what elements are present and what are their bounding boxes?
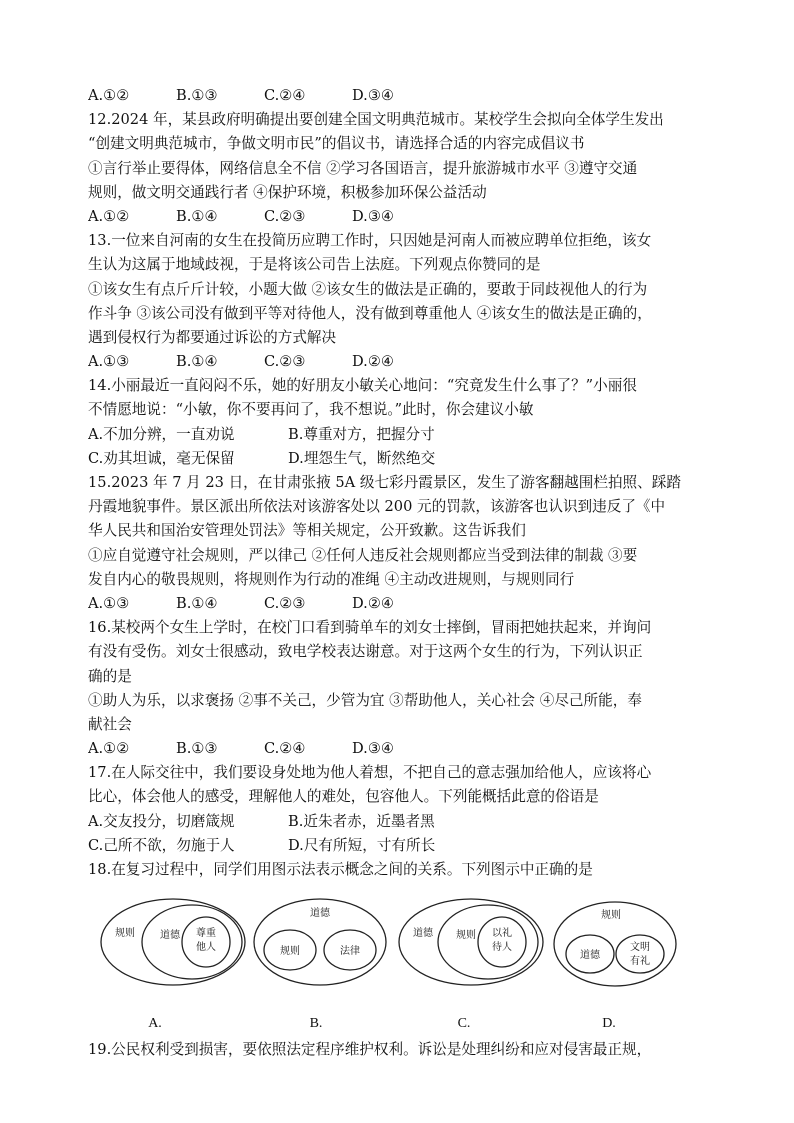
question-text-line: 12.2024 年，某县政府明确提出要创建全国文明典范城市。某校学生会拟向全体学生发出 — [88, 111, 664, 129]
question-text-line: 13.一位来自河南的女生在投简历应聘工作时，只因她是河南人而被应聘单位拒绝，该女 — [88, 232, 652, 250]
question-text-line: 14.小丽最近一直闷闷不乐，她的好朋友小敏关心地问：“究竟发生什么事了？”小丽很 — [88, 377, 637, 395]
question-text-line: 15.2023 年 7 月 23 日，在甘肃张掖 5A 级七彩丹霞景区，发生了游客翻越围栏拍照、踩踏 — [88, 474, 681, 491]
outer-circle — [399, 899, 543, 985]
option-a: A.①② — [88, 740, 130, 758]
option-d: D.③④ — [352, 207, 394, 225]
outer-label: 规则 — [115, 928, 135, 940]
question-18 — [88, 858, 710, 1038]
concept-diagrams — [88, 888, 710, 1038]
diagram-letter: C. — [457, 1016, 471, 1032]
option-d: D.埋怨生气，断然绝交 — [288, 449, 436, 467]
middle-label: 道德 — [160, 930, 180, 942]
question-19 — [88, 1038, 710, 1062]
option-c: C.己所不欲，勿施于人 — [88, 836, 235, 854]
outer-label: 道德 — [310, 908, 330, 920]
venn-diagrams-svg — [88, 888, 710, 1038]
question-17 — [88, 761, 710, 858]
q16-options — [88, 737, 710, 761]
question-text-line: ①助人为乐，以求褒扬 ②事不关己，少管为宜 ③帮助他人，关心社会 ④尽己所能，奉 — [88, 691, 642, 709]
question-14 — [88, 374, 710, 471]
q13-options — [88, 350, 710, 374]
option-d: D.③④ — [352, 740, 394, 758]
option-c: C.②④ — [264, 740, 306, 758]
question-text-line: 17.在人际交往中，我们要设身处地为他人着想，不把自己的意志强加给他人，应该将心 — [88, 764, 652, 782]
diagram-letter: D. — [602, 1016, 616, 1032]
q14-options-row — [88, 423, 710, 447]
inner-label-line2: 待人 — [492, 942, 512, 954]
option-c: C.②③ — [264, 207, 306, 225]
question-text-line: 发自内心的敬畏规则，将规则作为行动的准绳 ④主动改进规则，与规则同行 — [88, 570, 575, 588]
question-text-line: ①应自觉遵守社会规则，严以律己 ②任何人违反社会规则都应当受到法律的制裁 ③要 — [88, 546, 638, 564]
inner-label-line1: 以礼 — [492, 928, 512, 940]
option-c: C.②④ — [264, 87, 306, 104]
option-c: C.②③ — [264, 594, 306, 612]
option-a: A.不加分辨，一直劝说 — [88, 425, 235, 443]
option-a: A.①② — [88, 207, 130, 225]
question-13 — [88, 229, 710, 374]
question-text-line: 华人民共和国治安管理处罚法》等相关规定，公开致歉。这告诉我们 — [88, 522, 526, 540]
question-text-line: 献社会 — [88, 715, 132, 733]
option-b: B.①③ — [176, 740, 218, 758]
q17-options-row — [88, 810, 710, 834]
middle-circle — [142, 905, 242, 979]
right-label: 法律 — [340, 946, 360, 958]
question-text-line: 作斗争 ③该公司没有做到平等对待他人，没有做到尊重他人 ④该女生的做法是正确的， — [88, 304, 652, 322]
q15-options — [88, 592, 710, 616]
exam-page — [88, 84, 710, 1062]
diagram-letter: A. — [148, 1016, 162, 1032]
option-b: B.①④ — [176, 594, 218, 612]
option-d: D.尺有所短，寸有所长 — [288, 836, 436, 854]
option-b: B.尊重对方，把握分寸 — [288, 425, 435, 443]
question-text-line: 有没有受伤。刘女士很感动，致电学校表达谢意。对于这两个女生的行为，下列认识正 — [88, 643, 643, 661]
diagram-b — [254, 899, 386, 1031]
q12-options — [88, 205, 710, 229]
question-text-line: 16.某校两个女生上学时，在校门口看到骑单车的刘女士摔倒，冒雨把她扶起来，并询问 — [88, 619, 652, 637]
option-b: B.近朱者赤，近墨者黑 — [288, 812, 435, 830]
diagram-c — [399, 899, 543, 1031]
inner-label-line1: 尊重 — [196, 928, 216, 940]
question-text-line: ①该女生有点斤斤计较，小题大做 ②该女生的做法是正确的，要敢于同歧视他人的行为 — [88, 280, 648, 298]
option-a: A.①③ — [88, 594, 130, 612]
inner-label-line2: 他人 — [196, 942, 216, 954]
question-text-line: 确的是 — [88, 667, 132, 685]
diagram-letter: B. — [309, 1016, 323, 1032]
option-a: A.①③ — [88, 353, 130, 371]
question-15 — [88, 471, 710, 616]
middle-label: 规则 — [456, 930, 476, 942]
question-text-line: 不情愿地说：“小敏，你不要再问了，我不想说。”此时，你会建议小敏 — [88, 401, 534, 419]
question-text-line: 遇到侵权行为都要通过诉讼的方式解决 — [88, 328, 337, 346]
left-label: 规则 — [280, 946, 300, 958]
diagram-d — [554, 902, 676, 1031]
q11-options — [88, 84, 710, 108]
option-d: D.③④ — [352, 87, 394, 104]
diagram-a — [101, 899, 245, 1031]
question-text-line: “创建文明典范城市，争做文明市民”的倡议书，请选择合适的内容完成倡议书 — [88, 135, 585, 153]
question-text-line: 比心，体会他人的感受，理解他人的难处，包容他人。下列能概括此意的俗语是 — [88, 788, 599, 806]
question-text-line: ①言行举止要得体，网络信息全不信 ②学习各国语言，提升旅游城市水平 ③遵守交通 — [88, 159, 638, 177]
question-text-line: 生认为这属于地域歧视，于是将该公司告上法庭。下列观点你赞同的是 — [88, 256, 541, 274]
option-d: D.②④ — [352, 353, 394, 371]
question-16 — [88, 616, 710, 761]
q17-options-row — [88, 834, 710, 858]
option-c: C.劝其坦诚，毫无保留 — [88, 449, 235, 467]
outer-label: 规则 — [601, 910, 621, 922]
question-text-line: 规则，做文明交通践行者 ④保护环境，积极参加环保公益活动 — [88, 183, 487, 201]
right-label-line1: 文明 — [630, 942, 650, 954]
outer-circle — [101, 899, 245, 985]
option-d: D.②④ — [352, 594, 394, 612]
outer-label: 道德 — [413, 928, 433, 940]
question-text-line: 19.公民权利受到损害，要依照法定程序维护权利。诉讼是处理纠纷和应对侵害最正规， — [88, 1041, 652, 1059]
option-b: B.①④ — [176, 353, 218, 371]
option-a: A.交友投分，切磨箴规 — [88, 812, 235, 830]
middle-circle — [438, 905, 538, 979]
left-label: 道德 — [580, 950, 600, 962]
question-text-line: 丹霞地貌事件。景区派出所依法对该游客处以 200 元的罚款，该游客也认识到违反了《中 — [88, 498, 666, 516]
q14-options-row — [88, 447, 710, 471]
right-circle — [616, 935, 664, 973]
option-c: C.②③ — [264, 353, 306, 371]
option-b: B.①④ — [176, 207, 218, 225]
question-12 — [88, 108, 710, 229]
option-b: B.①③ — [176, 87, 218, 104]
right-label-line2: 有礼 — [630, 956, 650, 968]
question-text-line: 18.在复习过程中，同学们用图示法表示概念之间的关系。下列图示中正确的是 — [88, 861, 593, 878]
option-a: A.①② — [88, 87, 130, 104]
